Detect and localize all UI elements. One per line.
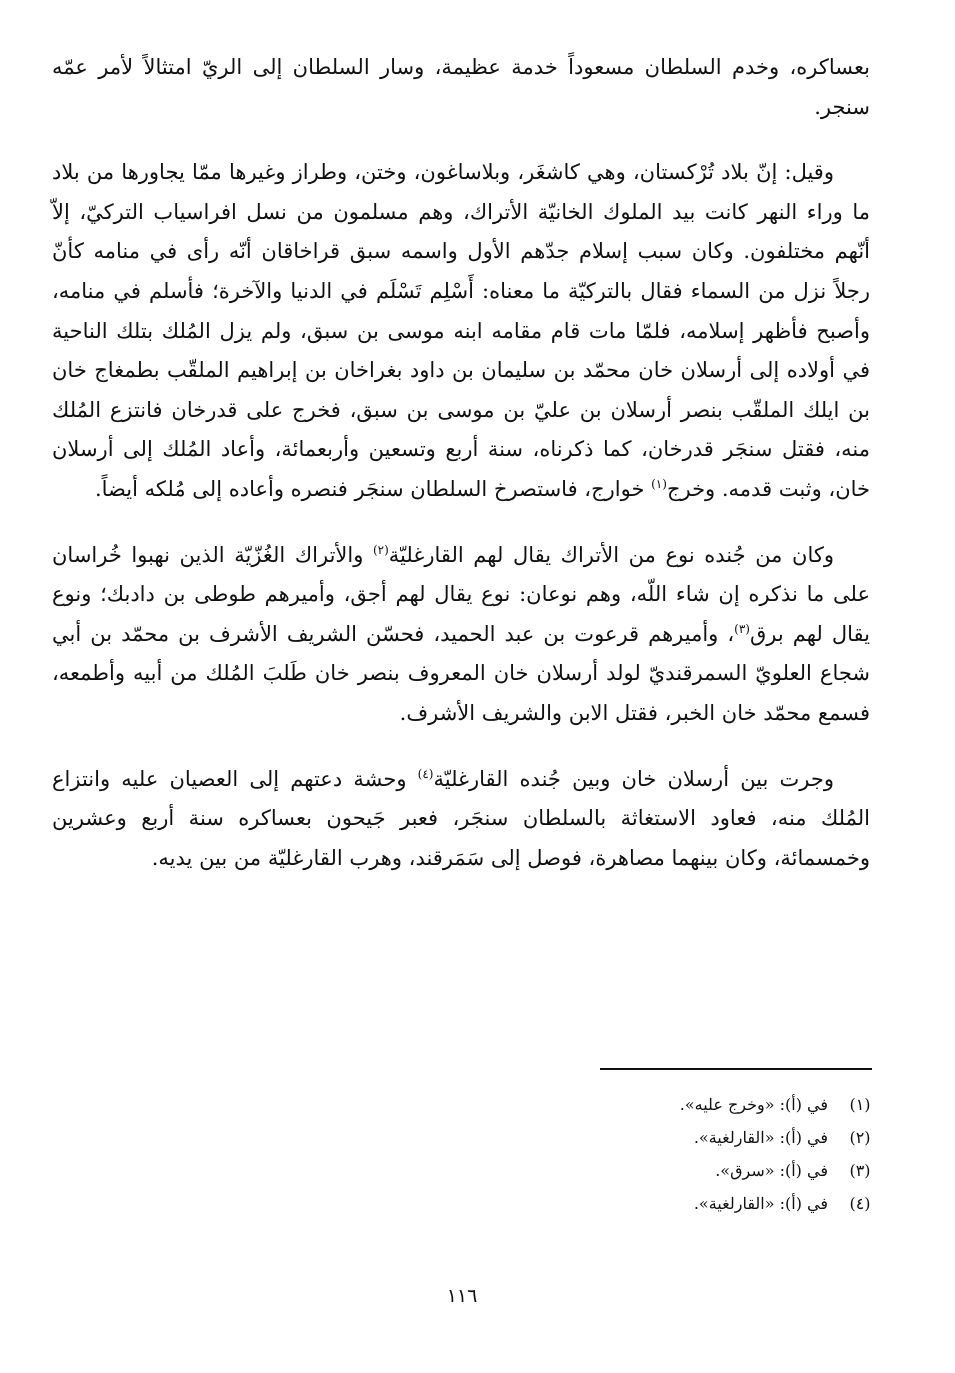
footnote-marker-2: (٢) — [372, 542, 389, 557]
footnote-marker-1: (١) — [651, 476, 667, 491]
page-number: ١١٦ — [446, 1285, 478, 1307]
footnote-3-number: (٣) — [849, 1161, 871, 1180]
footnote-1-text: في (أ): «وخرج عليه». — [679, 1095, 828, 1114]
paragraph-2 — [52, 153, 870, 509]
footnote-2-text: في (أ): «القارلغية». — [693, 1128, 828, 1147]
paragraph-3-tail-a: والأتراك الغُزّيّة الذين نهبوا خُراسان على ما نذكره إن شاء اللّه، وهم نوعان: نوع يقال لهم أجق، وأميرهم طوطى بن دادبك؛ ونوع يقال لهم برق — [52, 542, 870, 646]
footnote-2-number: (٢) — [849, 1128, 871, 1147]
paragraph-3-text: وكان من جُنده نوع من الأتراك يقال لهم القارغليّة — [388, 542, 834, 567]
footnote-3 — [500, 1154, 884, 1187]
footnotes — [500, 1088, 884, 1220]
paragraph-2-text: وقيل: إنّ بلاد تُرْكستان، وهي كاشغَر، وبلاساغون، وختن، وطراز وغيرها ممّا يجاورها من بلاد ما وراء النهر كانت بيد الملوك الخانيّة الأتراك، وهم مسلمون من نسل افراسياب التركيّ، إلاّ أنّهم مختلفون. وكان سبب إسلام جدّهم الأول واسمه سبق قراخاقان أنّه رأى في منامه كأنّ رجلاً نزل من السماء فقال بالتركيّة ما معناه: أَسْلِم تَسْلَم في الدنيا والآخرة؛ فأسلم في منامه، وأصبح فأظهر إسلامه، فلمّا مات قام مقامه ابنه موسى بن سبق، ولم يزل المُلك بتلك الناحية في أولاده إلى أرسلان خان محمّد بن سليمان بن داود بغراخان بن إبراهيم الملقّب بطمغاج خان بن ايلك الملقّب بنصر أرسلان بن عليّ بن موسى بن سبق، فخرج على قدرخان فانتزع المُلك منه، فقتل سنجَر قدرخان، كما ذكرناه، سنة أربع وتسعين وأربعمائة، وأعاد المُلك إلى أرسلان خان، وثبت قدمه. وخرج — [52, 160, 870, 501]
paragraph-3-tail-b: ، وأميرهم قرعوت بن عبد الحميد، فحسّن الشريف الأشرف بن محمّد بن أبي شجاع العلويّ السمرقنديّ لولد أرسلان خان المعروف بنصر خان طَلبَ المُلك من أبيه وأطمعه، فسمع محمّد خان الخبر، فقتل الابن والشريف الأشرف. — [52, 621, 870, 725]
paragraph-1-text: بعساكره، وخدم السلطان مسعوداً خدمة عظيمة، وسار السلطان إلى الريّ امتثالاً لأمر عمّه سنجر. — [52, 55, 870, 119]
main-text — [52, 48, 870, 878]
footnote-4-text: في (أ): «القارلغية». — [693, 1194, 828, 1213]
paragraph-2-tail: خوارج، فاستصرخ السلطان سنجَر فنصره وأعاده إلى مُلكه أيضاً. — [94, 476, 652, 501]
paragraph-1 — [52, 48, 870, 127]
footnote-1 — [500, 1088, 884, 1121]
footnote-4-number: (٤) — [849, 1194, 871, 1213]
footnote-3-text: في (أ): «سرق». — [715, 1161, 828, 1180]
footnote-4 — [500, 1187, 884, 1220]
footnote-2 — [500, 1121, 884, 1154]
footnote-separator — [600, 1068, 872, 1070]
paragraph-4-tail: وحشة دعتهم إلى العصيان عليه وانتزاع المُلك منه، فعاود الاستغاثة بالسلطان سنجَر، فعبر جَيحون بعساكره سنة أربع وعشرين وخمسمائة، وكان بينهما مصاهرة، فوصل إلى سَمَرقند، وهرب القارغليّة من بين يديه. — [52, 766, 870, 870]
paragraph-4 — [52, 760, 870, 879]
paragraph-4-text: وجرت بين أرسلان خان وبين جُنده القارغليّة — [433, 766, 834, 791]
footnote-1-number: (١) — [849, 1095, 871, 1114]
footnote-marker-4: (٤) — [417, 766, 434, 781]
paragraph-3 — [52, 536, 870, 734]
footnote-marker-3: (٣) — [734, 621, 750, 636]
